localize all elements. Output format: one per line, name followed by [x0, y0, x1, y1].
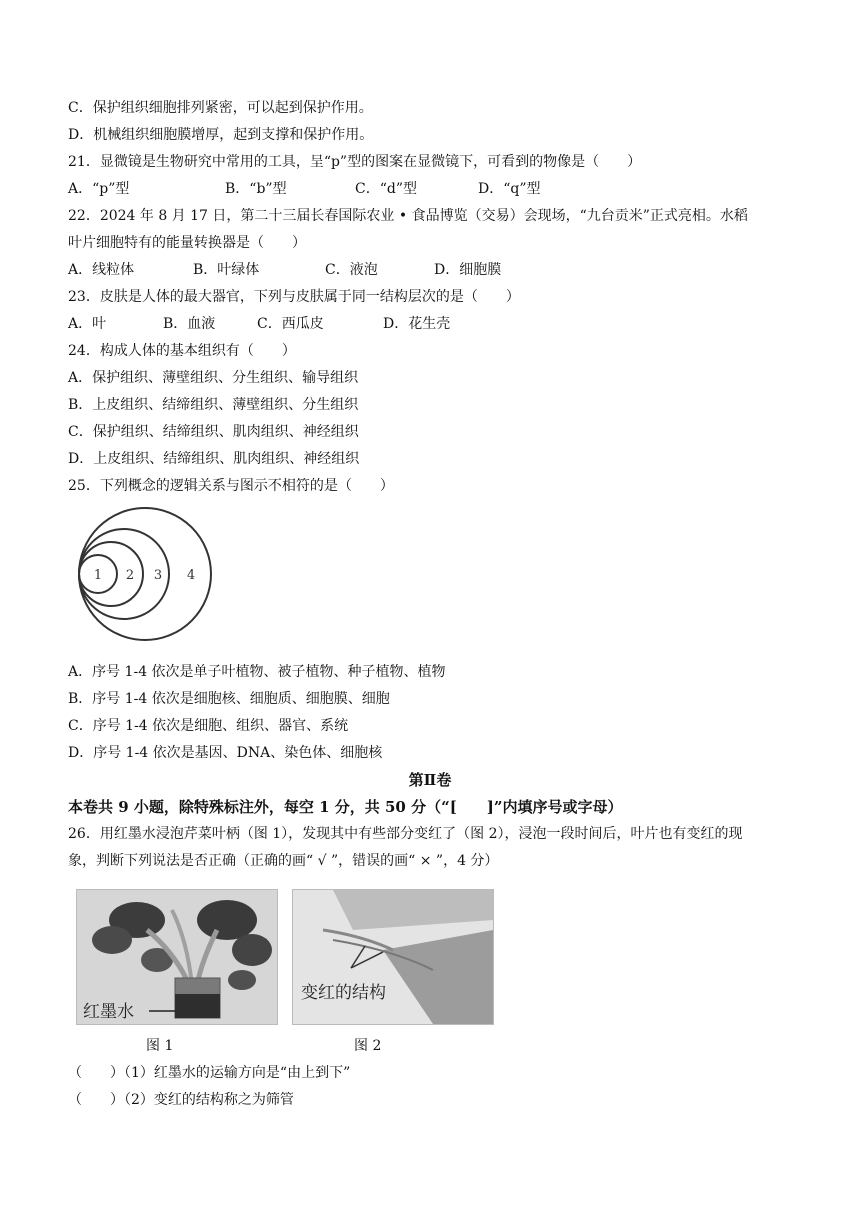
- q24-option-d: D．上皮组织、结缔组织、肌肉组织、神经组织: [68, 451, 360, 467]
- q24-option-a: A．保护组织、薄壁组织、分生组织、输导组织: [68, 370, 359, 386]
- diagram-label-1: 1: [93, 568, 103, 583]
- figure-2-caption: 图 2: [354, 1038, 382, 1054]
- q21-option-b: B．“b”型: [225, 181, 287, 197]
- statement-1: （ ）（1）红墨水的运输方向是“由上到下”: [68, 1065, 351, 1081]
- figure-1-caption: 图 1: [146, 1038, 174, 1054]
- section-instructions: 本卷共 9 小题，除特殊标注外，每空 1 分，共 50 分（“[ ]”内填序号或字母）: [68, 798, 623, 816]
- q22-option-b: B．叶绿体: [193, 262, 260, 278]
- question-24: 24．构成人体的基本组织有（ ）: [68, 343, 296, 359]
- option-line-c: C．保护组织细胞排列紧密，可以起到保护作用。: [68, 100, 373, 116]
- q22-option-d: D．细胞膜: [434, 262, 502, 278]
- option-line-d: D．机械组织细胞膜增厚，起到支撑和保护作用。: [68, 127, 374, 143]
- q23-option-d: D．花生壳: [383, 316, 451, 332]
- question-25: 25．下列概念的逻辑关系与图示不相符的是（ ）: [68, 478, 394, 494]
- statement-2: （ ）（2）变红的结构称之为筛管: [68, 1092, 294, 1108]
- question-26-line2: 象，判断下列说法是否正确（正确的画“ √ ”，错误的画“ × ”，4 分）: [68, 853, 499, 869]
- question-23: 23．皮肤是人体的最大器官，下列与皮肤属于同一结构层次的是（ ）: [68, 289, 520, 305]
- q25-option-a: A．序号 1-4 依次是单子叶植物、被子植物、种子植物、植物: [68, 664, 446, 680]
- question-22-line1: 22．2024 年 8 月 17 日，第二十三届长春国际农业 • 食品博览（交易）会现场，“九台贡米”正式亮相。水稻: [68, 208, 748, 224]
- nested-circles-diagram: [70, 504, 220, 644]
- diagram-label-4: 4: [186, 568, 196, 583]
- q21-option-c: C．“d”型: [355, 181, 417, 197]
- q24-option-c: C．保护组织、结缔组织、肌肉组织、神经组织: [68, 424, 359, 440]
- q21-option-a: A．“p”型: [68, 181, 130, 197]
- q23-option-c: C．西瓜皮: [257, 316, 324, 332]
- figure-1-photo: [76, 889, 278, 1025]
- figure-1-label: 红墨水: [83, 1002, 134, 1022]
- figure-2-photo: [292, 889, 494, 1025]
- q22-option-a: A．线粒体: [68, 262, 135, 278]
- question-22-line2: 叶片细胞特有的能量转换器是（ ）: [68, 235, 306, 251]
- diagram-label-2: 2: [125, 568, 135, 583]
- q22-option-c: C．液泡: [325, 262, 378, 278]
- q25-option-b: B．序号 1-4 依次是细胞核、细胞质、细胞膜、细胞: [68, 691, 390, 707]
- diagram-label-3: 3: [153, 568, 163, 583]
- figure-2-label: 变红的结构: [301, 983, 386, 1003]
- question-26-line1: 26．用红墨水浸泡芹菜叶柄（图 1），发现其中有些部分变红了（图 2），浸泡一段时间后，叶片也有变红的现: [68, 826, 743, 842]
- question-21: 21．显微镜是生物研究中常用的工具，呈“p”型的图案在显微镜下，可看到的物像是（ ）: [68, 154, 642, 170]
- q25-option-d: D．序号 1-4 依次是基因、DNA、染色体、细胞核: [68, 745, 383, 761]
- q23-option-b: B．血液: [163, 316, 216, 332]
- q25-option-c: C．序号 1-4 依次是细胞、组织、器官、系统: [68, 718, 349, 734]
- q21-option-d: D．“q”型: [478, 181, 541, 197]
- q23-option-a: A．叶: [68, 316, 107, 332]
- section-title: 第Ⅱ卷: [408, 771, 452, 789]
- q24-option-b: B．上皮组织、结缔组织、薄壁组织、分生组织: [68, 397, 359, 413]
